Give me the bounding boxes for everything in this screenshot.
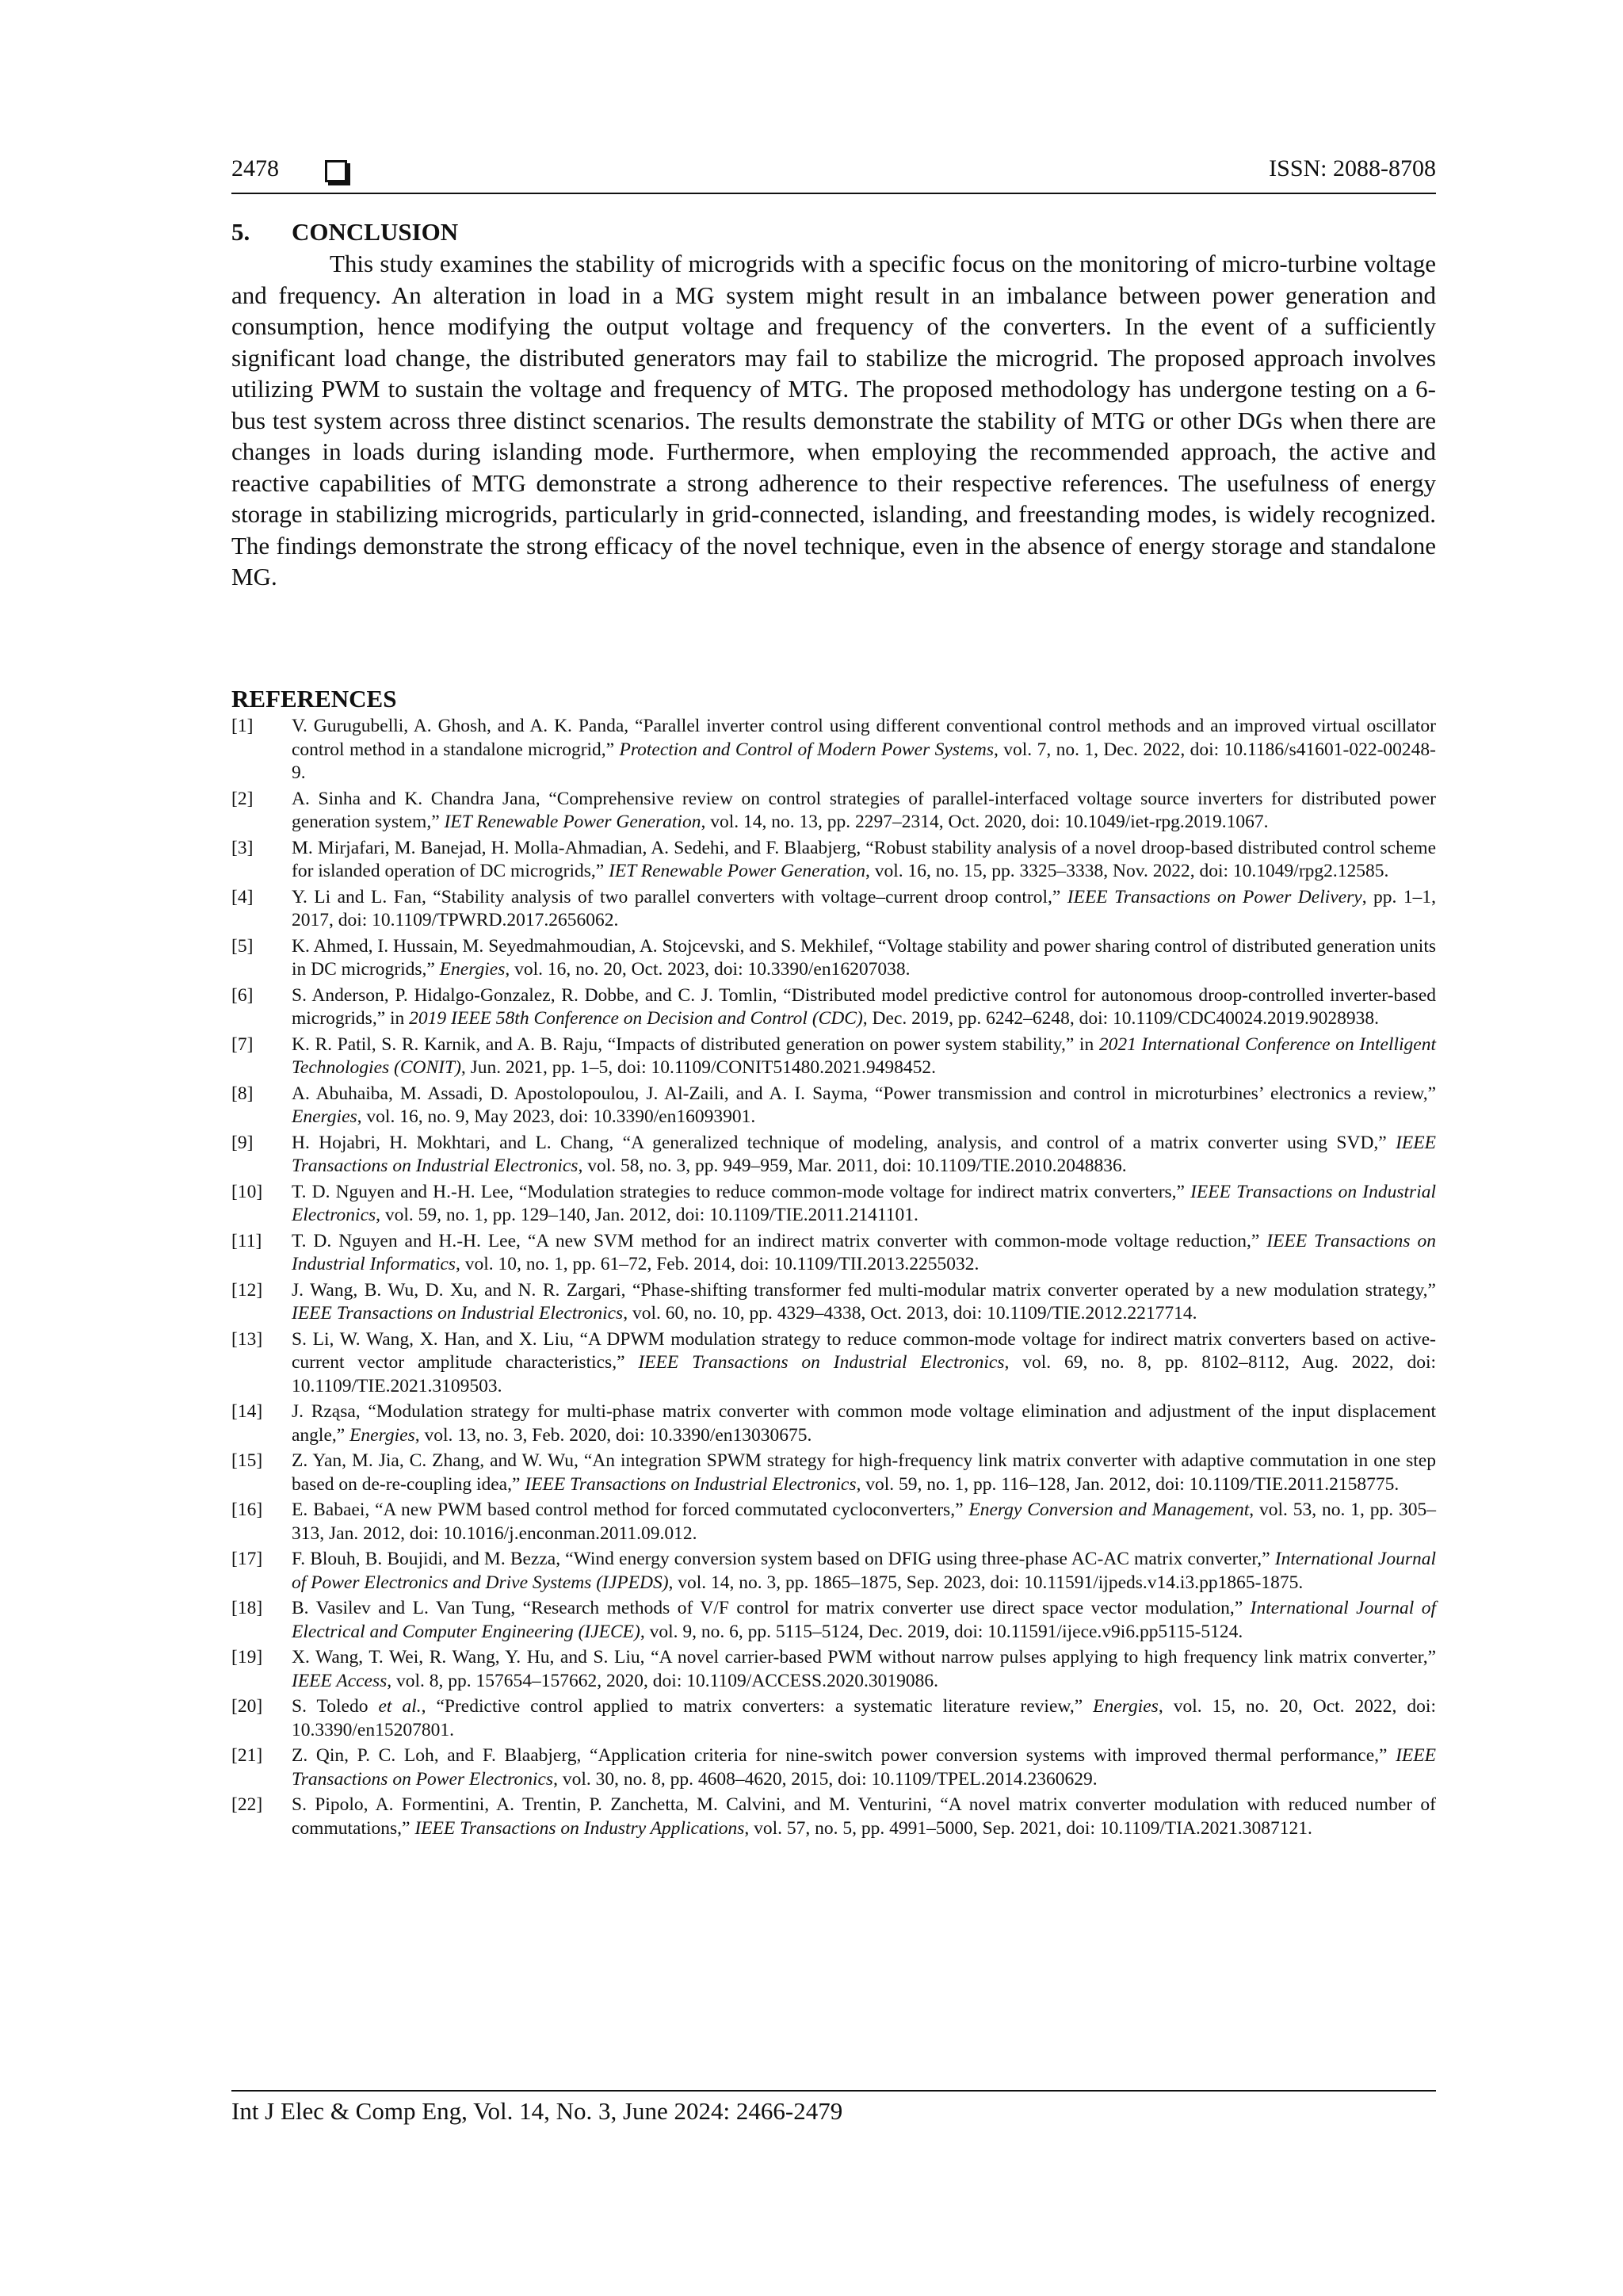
conclusion-paragraph: This study examines the stability of microgrids with a specific focus on the monitoring of micro-turbine voltage and frequency. An alteration in load in a MG system might result in an imbalance between power generation and consumption, hence modifying the output voltage and frequency of the converters. In the event of a sufficiently significant load change, the distributed generators may fail to stabilize the microgrid. The proposed approach involves utilizing PWM to sustain the voltage and frequency of MTG. The proposed methodology has undergone testing on a 6-bus test system across three distinct scenarios. The results demonstrate the stability of MTG or other DGs when there are changes in loads during islanding mode. Furthermore, when employing the recommended approach, the active and reactive capabilities of MTG demonstrate a strong adherence to their respective references. The usefulness of energy storage in stabilizing microgrids, particularly in grid-connected, islanding, and freestanding modes, is widely recognized. The findings demonstrate the strong efficacy of the novel technique, even in the absence of energy storage and standalone MG. — [231, 250, 1436, 590]
reference-item — [231, 1400, 1436, 1447]
reference-item — [231, 1132, 1436, 1179]
reference-number: [1] — [231, 716, 254, 736]
reference-item — [231, 788, 1436, 835]
reference-item — [231, 1230, 1436, 1277]
reference-details: , vol. 53, no. 1, pp. 305–313, Jan. 2012, doi: 10.1016/j.enconman.2011.09.012. — [292, 1499, 1437, 1544]
reference-text: E. Babaei, “A new PWM based control method for forced commutated cycloconverters,” — [292, 1499, 969, 1520]
reference-text: H. Hojabri, H. Mokhtari, and L. Chang, “A generalized technique of modeling, analysis, and control of a matrix converter using SVD,” — [292, 1132, 1396, 1153]
reference-venue: IEEE Transactions on Industrial Electronics — [292, 1132, 1436, 1176]
header-rule — [231, 193, 1436, 194]
reference-item — [231, 1450, 1436, 1496]
reference-item — [231, 886, 1436, 933]
reference-number: [4] — [231, 886, 254, 907]
reference-text: S. Li, W. Wang, X. Han, and X. Liu, “A DPWM modulation strategy to reduce common-mode voltage for indirect matrix converters based on active-current vector amplitude characteristics,” — [292, 1328, 1436, 1373]
reference-details: , vol. 15, no. 20, Oct. 2022, doi: 10.3390/en15207801. — [292, 1696, 1436, 1740]
reference-text: J. Rząsa, “Modulation strategy for multi-phase matrix converter with common mode voltage elimination and adjustment of the input displacement angle,” — [292, 1401, 1436, 1446]
reference-item — [231, 1181, 1436, 1228]
reference-list — [231, 715, 1436, 1840]
issn-label: ISSN: 2088-8708 — [1269, 155, 1436, 181]
reference-details: , vol. 59, no. 1, pp. 129–140, Jan. 2012, doi: 10.1109/TIE.2011.2141101. — [376, 1205, 918, 1225]
reference-venue: Energy Conversion and Management — [968, 1499, 1250, 1520]
references-section — [231, 685, 1436, 1843]
reference-details: , pp. 1–1, 2017, doi: 10.1109/TPWRD.2017.2656062. — [292, 886, 1436, 930]
square-bullet-icon — [325, 160, 347, 182]
section-number: 5. — [231, 218, 250, 246]
reference-number: [16] — [231, 1499, 263, 1520]
reference-details: , vol. 13, no. 3, Feb. 2020, doi: 10.3390/en13030675. — [414, 1424, 812, 1446]
reference-details: , vol. 16, no. 9, May 2023, doi: 10.3390/en16093901. — [357, 1106, 756, 1127]
reference-item — [231, 715, 1436, 785]
reference-venue: et al. — [378, 1696, 422, 1717]
reference-item — [231, 1279, 1436, 1326]
page-number: 2478 — [231, 155, 279, 181]
reference-item — [231, 1597, 1436, 1644]
reference-text: B. Vasilev and L. Van Tung, “Research methods of V/F control for matrix converter use direct space vector modulation,” — [292, 1598, 1251, 1618]
reference-venue: IEEE Transactions on Power Electronics — [292, 1745, 1436, 1790]
reference-venue: International Journal of Electrical and Computer Engineering (IJECE) — [292, 1598, 1437, 1642]
page-footer: Int J Elec & Comp Eng, Vol. 14, No. 3, June 2024: 2466-2479 — [231, 2097, 843, 2125]
reference-details: , vol. 8, pp. 157654–157662, 2020, doi: 10.1109/ACCESS.2020.3019086. — [387, 1670, 938, 1691]
reference-details: , vol. 16, no. 20, Oct. 2023, doi: 10.3390/en16207038. — [505, 959, 911, 980]
reference-text: A. Abuhaiba, M. Assadi, D. Apostolopoulou, J. Al-Zaili, and A. I. Sayma, “Power transmission and control in microturbines’ electronics a review,” — [292, 1083, 1436, 1104]
reference-item — [231, 984, 1436, 1031]
reference-number: [19] — [231, 1647, 263, 1668]
reference-number: [8] — [231, 1083, 254, 1104]
footer-rule — [231, 2090, 1436, 2092]
reference-text: X. Wang, T. Wei, R. Wang, Y. Hu, and S. Liu, “A novel carrier-based PWM without narrow pulses applying to high frequency link matrix converter,” — [292, 1647, 1436, 1668]
reference-text: J. Wang, B. Wu, D. Xu, and N. R. Zargari, “Phase-shifting transformer fed multi-modular matrix converter operated by a new modulation strategy,” — [292, 1279, 1436, 1301]
reference-text: V. Gurugubelli, A. Ghosh, and A. K. Panda, “Parallel inverter control using different conventional control methods and an improved virtual oscillator control method in a standalone microgrid,” — [292, 716, 1436, 760]
reference-venue: IEEE Transactions on Industry Applications — [414, 1817, 745, 1839]
reference-details: , vol. 69, no. 8, pp. 8102–8112, Aug. 2022, doi: 10.1109/TIE.2021.3109503. — [292, 1352, 1437, 1396]
reference-details: , vol. 10, no. 1, pp. 61–72, Feb. 2014, doi: 10.1109/TII.2013.2255032. — [455, 1254, 980, 1274]
reference-text: M. Mirjafari, M. Banejad, H. Molla-Ahmadian, A. Sedehi, and F. Blaabjerg, “Robust stability analysis of a novel droop-based distributed control scheme for islanded operation of DC microgrids,” — [292, 837, 1436, 881]
reference-text: T. D. Nguyen and H.-H. Lee, “A new SVM method for an indirect matrix converter with common-mode voltage reduction,” — [292, 1230, 1267, 1251]
reference-text: Z. Qin, P. C. Loh, and F. Blaabjerg, “Application criteria for nine-switch power conversion systems with improved thermal performance,” — [292, 1745, 1396, 1766]
reference-details: , vol. 59, no. 1, pp. 116–128, Jan. 2012, doi: 10.1109/TIE.2011.2158775. — [856, 1473, 1400, 1495]
reference-item — [231, 1033, 1436, 1080]
reference-number: [7] — [231, 1033, 254, 1055]
reference-text: K. Ahmed, I. Hussain, M. Seyedmahmoudian, A. Stojcevski, and S. Mekhilef, “Voltage stability and power sharing control of distributed generation units in DC microgrids,” — [292, 935, 1436, 980]
reference-venue: Energies — [439, 959, 506, 980]
reference-details: , Dec. 2019, pp. 6242–6248, doi: 10.1109/CDC40024.2019.9028938. — [862, 1008, 1380, 1029]
reference-details: , vol. 57, no. 5, pp. 4991–5000, Sep. 2021, doi: 10.1109/TIA.2021.3087121. — [744, 1817, 1312, 1839]
reference-venue: IEEE Access — [292, 1670, 388, 1691]
reference-venue: International Journal of Power Electronics and Drive Systems (IJPEDS) — [292, 1549, 1437, 1593]
reference-item — [231, 935, 1436, 982]
reference-venue: IET Renewable Power Generation — [609, 861, 866, 881]
section-heading — [231, 218, 1436, 246]
reference-item — [231, 1548, 1436, 1595]
reference-number: [5] — [231, 935, 254, 957]
reference-item — [231, 837, 1436, 884]
reference-text: T. D. Nguyen and H.-H. Lee, “Modulation strategies to reduce common-mode voltage for indirect matrix converters,” — [292, 1181, 1191, 1202]
reference-number: [6] — [231, 984, 254, 1006]
reference-item — [231, 1794, 1436, 1840]
reference-venue: IEEE Transactions on Industrial Electronics — [292, 1181, 1436, 1225]
reference-number: [11] — [231, 1230, 262, 1251]
references-heading: REFERENCES — [231, 685, 397, 712]
reference-number: [17] — [231, 1549, 263, 1569]
reference-item — [231, 1646, 1436, 1693]
reference-details: , vol. 60, no. 10, pp. 4329–4338, Oct. 2013, doi: 10.1109/TIE.2012.2217714. — [623, 1303, 1197, 1324]
reference-venue: Energies — [1093, 1696, 1159, 1717]
reference-number: [10] — [231, 1181, 263, 1202]
reference-venue: Protection and Control of Modern Power Systems — [619, 739, 995, 760]
reference-item — [231, 1499, 1436, 1545]
reference-item — [231, 1083, 1436, 1129]
reference-details: , vol. 7, no. 1, Dec. 2022, doi: 10.1186/s41601-022-00248-9. — [292, 739, 1436, 783]
reference-text: S. Anderson, P. Hidalgo-Gonzalez, R. Dobbe, and C. J. Tomlin, “Distributed model predictive control for autonomous droop-controlled inverter-based microgrids,” in — [292, 984, 1436, 1029]
reference-number: [20] — [231, 1696, 263, 1717]
reference-number: [14] — [231, 1401, 263, 1422]
reference-details: , “Predictive control applied to matrix converters: a systematic literature review,” — [421, 1696, 1094, 1717]
reference-number: [22] — [231, 1794, 263, 1815]
reference-item — [231, 1328, 1436, 1399]
reference-number: [18] — [231, 1598, 263, 1618]
reference-number: [15] — [231, 1450, 263, 1471]
reference-venue: IEEE Transactions on Industrial Electronics — [292, 1303, 624, 1324]
reference-details: , vol. 58, no. 3, pp. 949–959, Mar. 2011, doi: 10.1109/TIE.2010.2048836. — [578, 1156, 1127, 1176]
reference-text: F. Blouh, B. Boujidi, and M. Bezza, “Wind energy conversion system based on DFIG using three-phase AC-AC matrix converter,” — [292, 1549, 1275, 1569]
reference-venue: 2021 International Conference on Intelligent Technologies (CONIT) — [292, 1033, 1436, 1078]
section-title: CONCLUSION — [292, 218, 459, 246]
reference-number: [3] — [231, 837, 254, 858]
reference-venue: Energies — [349, 1424, 415, 1446]
reference-number: [13] — [231, 1328, 263, 1350]
reference-venue: 2019 IEEE 58th Conference on Decision and Control (CDC) — [409, 1008, 863, 1029]
reference-text: Z. Yan, M. Jia, C. Zhang, and W. Wu, “An integration SPWM strategy for high-frequency link matrix converter with adaptive commutation in one step based on de-re-coupling idea,” — [292, 1450, 1436, 1495]
reference-details: , vol. 14, no. 13, pp. 2297–2314, Oct. 2020, doi: 10.1049/iet-rpg.2019.1067. — [701, 812, 1269, 832]
reference-details: , vol. 9, no. 6, pp. 5115–5124, Dec. 2019, doi: 10.11591/ijece.v9i6.pp5115-5124. — [640, 1621, 1243, 1642]
reference-text: K. R. Patil, S. R. Karnik, and A. B. Raju, “Impacts of distributed generation on power system stability,” in — [292, 1033, 1099, 1055]
reference-venue: IEEE Transactions on Industrial Informatics — [292, 1230, 1436, 1274]
page-header — [231, 155, 1436, 195]
reference-item — [231, 1744, 1436, 1791]
reference-number: [21] — [231, 1745, 263, 1766]
reference-number: [12] — [231, 1279, 263, 1301]
conclusion-section — [231, 218, 1436, 593]
reference-venue: IEEE Transactions on Industrial Electronics — [638, 1352, 1005, 1373]
reference-text: S. Toledo — [292, 1696, 379, 1717]
reference-venue: IET Renewable Power Generation — [444, 812, 701, 832]
reference-details: , vol. 30, no. 8, pp. 4608–4620, 2015, doi: 10.1109/TPEL.2014.2360629. — [553, 1768, 1098, 1790]
reference-details: , vol. 14, no. 3, pp. 1865–1875, Sep. 2023, doi: 10.11591/ijpeds.v14.i3.pp1865-1875. — [668, 1572, 1304, 1593]
reference-item — [231, 1695, 1436, 1742]
reference-text: A. Sinha and K. Chandra Jana, “Comprehensive review on control strategies of parallel-interfaced voltage source inverters for distributed power generation system,” — [292, 788, 1436, 832]
reference-venue: IEEE Transactions on Power Delivery — [1067, 886, 1362, 907]
reference-venue: IEEE Transactions on Industrial Electronics — [525, 1473, 857, 1495]
reference-number: [2] — [231, 788, 254, 809]
reference-venue: Energies — [292, 1106, 357, 1127]
reference-text: Y. Li and L. Fan, “Stability analysis of two parallel converters with voltage–current droop control,” — [292, 886, 1067, 907]
reference-text: S. Pipolo, A. Formentini, A. Trentin, P. Zanchetta, M. Calvini, and M. Venturini, “A novel matrix converter modulation with reduced number of commutations,” — [292, 1794, 1436, 1839]
reference-details: , Jun. 2021, pp. 1–5, doi: 10.1109/CONIT51480.2021.9498452. — [460, 1057, 936, 1078]
reference-number: [9] — [231, 1132, 254, 1153]
reference-details: , vol. 16, no. 15, pp. 3325–3338, Nov. 2022, doi: 10.1049/rpg2.12585. — [865, 861, 1389, 881]
